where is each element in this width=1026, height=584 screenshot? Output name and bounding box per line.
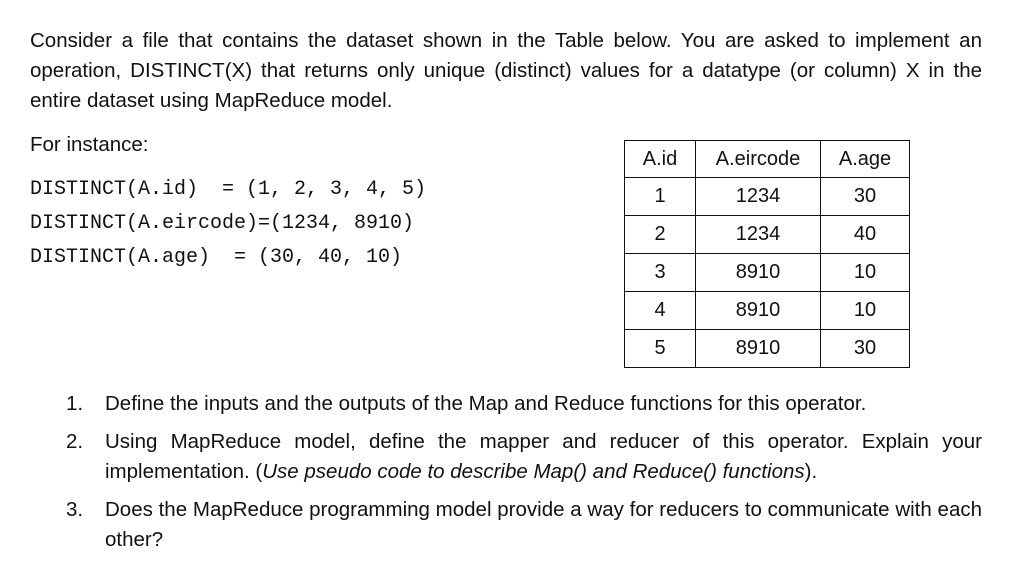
question-number: 3. <box>66 498 84 521</box>
column-header: A.eircode <box>696 141 821 178</box>
question-text: Using MapReduce model, define the mapper and reducer of this operator. Explain your implementation. ( <box>105 430 982 483</box>
table-cell: 1 <box>625 178 696 216</box>
question-suffix: ). <box>804 460 818 483</box>
table-cell: 8910 <box>696 330 821 368</box>
table-cell: 5 <box>625 330 696 368</box>
table-row <box>625 292 910 330</box>
table-cell: 1234 <box>696 178 821 216</box>
dataset-table <box>624 140 910 368</box>
column-header: A.id <box>625 141 696 178</box>
question-item <box>66 389 982 419</box>
question-text: Does the MapReduce programming model provide a way for reducers to communicate with each other? <box>105 498 982 551</box>
distinct-examples <box>30 173 426 275</box>
column-header: A.age <box>821 141 910 178</box>
table-header-row <box>625 141 910 178</box>
table-cell: 3 <box>625 254 696 292</box>
example-line: DISTINCT(A.eircode)=(1234, 8910) <box>30 212 415 235</box>
question-item <box>66 495 982 555</box>
table-cell: 4 <box>625 292 696 330</box>
table-cell: 30 <box>821 178 910 216</box>
table-row <box>625 254 910 292</box>
table-row <box>625 178 910 216</box>
table-cell: 8910 <box>696 292 821 330</box>
question-text: Define the inputs and the outputs of the Map and Reduce functions for this operator. <box>105 392 867 415</box>
table-cell: 40 <box>821 216 910 254</box>
table-cell: 10 <box>821 292 910 330</box>
table-row <box>625 330 910 368</box>
question-emphasis: Use pseudo code to describe Map() and Reduce() functions <box>262 460 805 483</box>
question-number: 1. <box>66 392 84 415</box>
question-number: 2. <box>66 430 84 453</box>
for-instance-label: For instance: <box>30 133 149 156</box>
question-item <box>66 427 982 487</box>
table-cell: 1234 <box>696 216 821 254</box>
intro-paragraph: Consider a file that contains the dataset shown in the Table below. You are asked to implement an operation, DISTINCT(X) that returns only unique (distinct) values for a datatype (or column) X in the entire dataset using MapReduce model. <box>30 29 982 112</box>
table-cell: 10 <box>821 254 910 292</box>
table-cell: 2 <box>625 216 696 254</box>
question-list <box>66 389 982 563</box>
table-row <box>625 216 910 254</box>
table-cell: 30 <box>821 330 910 368</box>
example-line: DISTINCT(A.age) = (30, 40, 10) <box>30 246 403 269</box>
example-line: DISTINCT(A.id) = (1, 2, 3, 4, 5) <box>30 178 427 201</box>
table-cell: 8910 <box>696 254 821 292</box>
